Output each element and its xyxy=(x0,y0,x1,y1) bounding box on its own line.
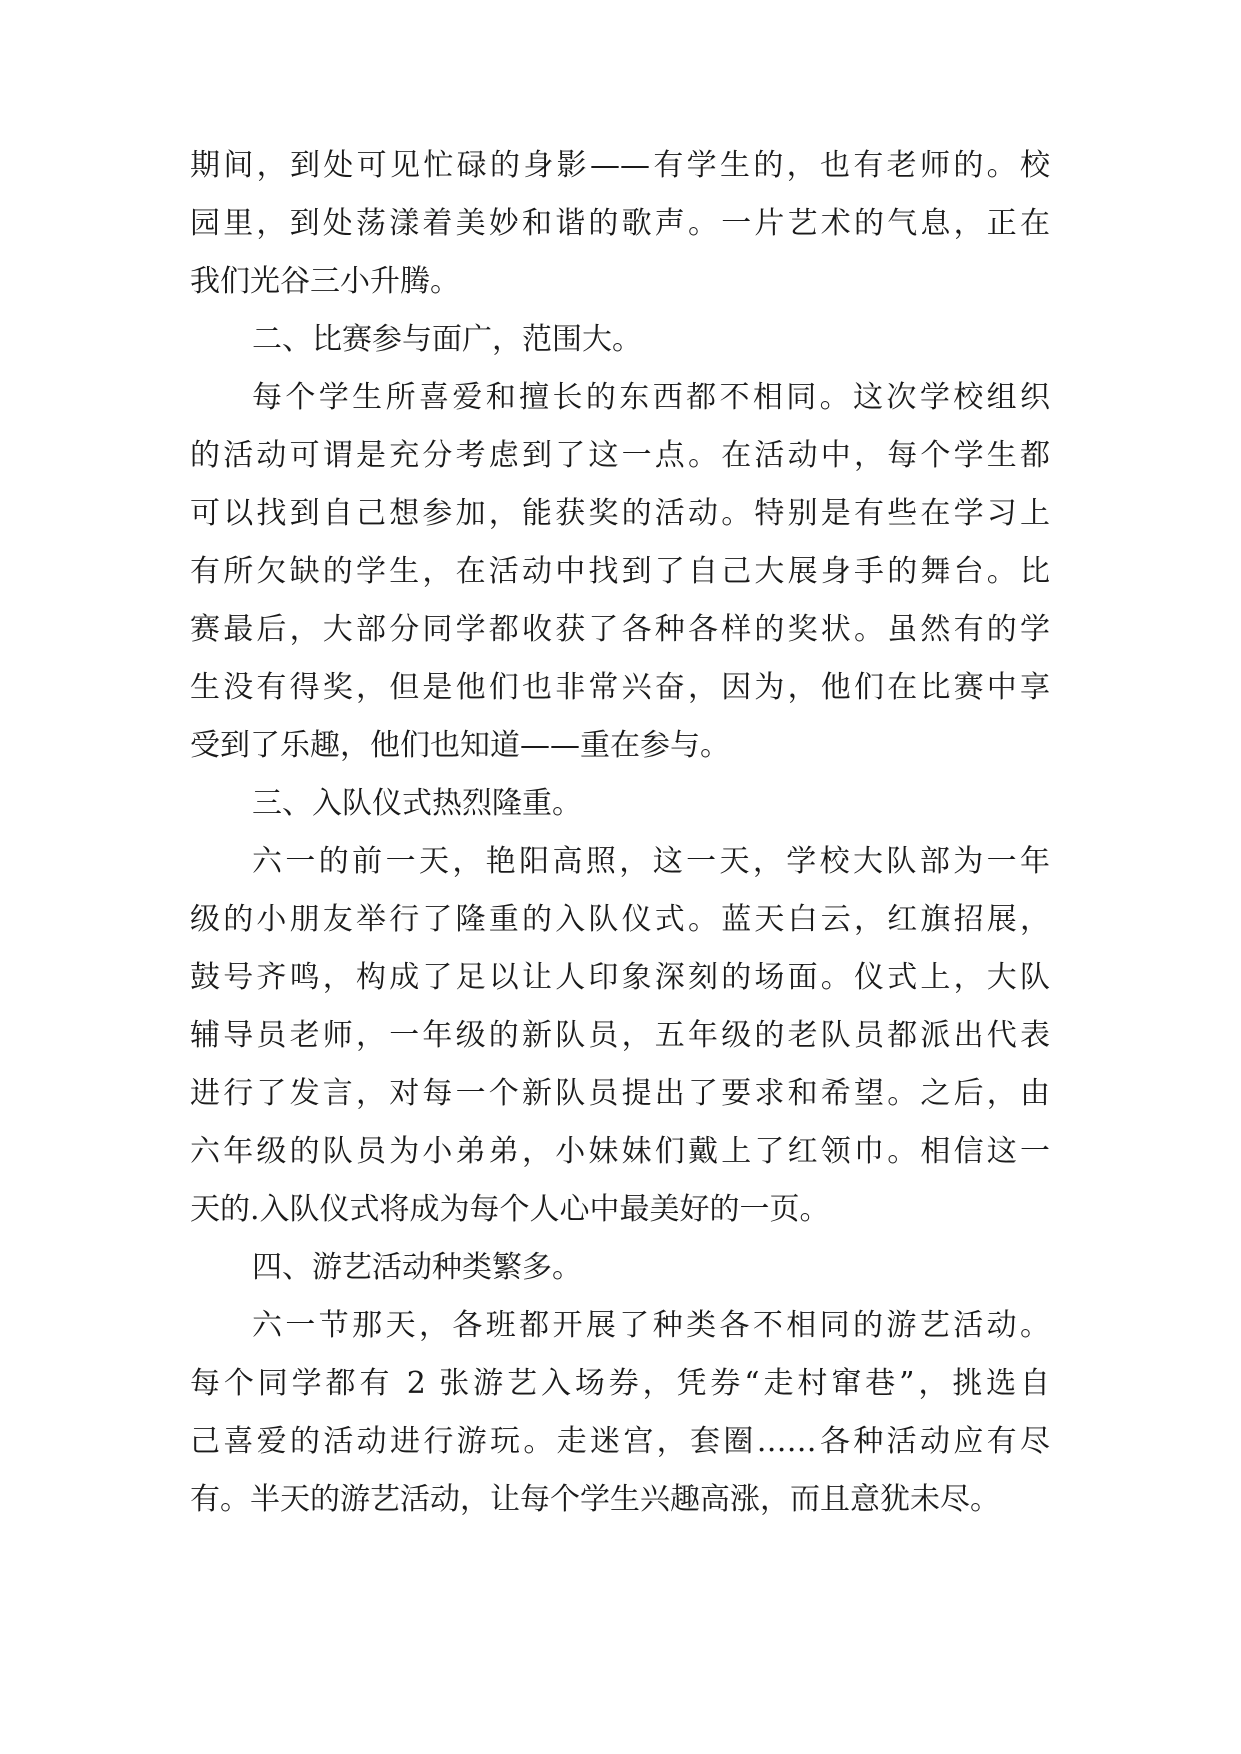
paragraph-line: 六一的前一天，艳阳高照，这一天，学校大队部为一年 xyxy=(252,844,1050,879)
section-heading: 三、入队仪式热烈隆重。 xyxy=(252,786,582,821)
paragraph-line: 级的小朋友举行了隆重的入队仪式。蓝天白云，红旗招展， xyxy=(190,902,1050,937)
paragraph-line: 生没有得奖，但是他们也非常兴奋，因为，他们在比赛中享 xyxy=(190,670,1050,705)
section-heading: 四、游艺活动种类繁多。 xyxy=(252,1250,582,1285)
paragraph-line: 期间，到处可见忙碌的身影——有学生的，也有老师的。校 xyxy=(190,148,1050,183)
paragraph-line: 可以找到自己想参加，能获奖的活动。特别是有些在学习上 xyxy=(190,496,1050,531)
paragraph-line: 己喜爱的活动进行游玩。走迷宫，套圈……各种活动应有尽 xyxy=(190,1424,1050,1459)
paragraph-line: 我们光谷三小升腾。 xyxy=(190,264,460,299)
paragraph-line: 受到了乐趣，他们也知道——重在参与。 xyxy=(190,728,730,763)
paragraph-line: 进行了发言，对每一个新队员提出了要求和希望。之后，由 xyxy=(190,1076,1050,1111)
paragraph-line: 每个学生所喜爱和擅长的东西都不相同。这次学校组织 xyxy=(252,380,1050,415)
paragraph-line: 辅导员老师，一年级的新队员，五年级的老队员都派出代表 xyxy=(190,1018,1050,1053)
paragraph-line: 天的.入队仪式将成为每个人心中最美好的一页。 xyxy=(190,1192,830,1227)
paragraph-line: 有所欠缺的学生，在活动中找到了自己大展身手的舞台。比 xyxy=(190,554,1050,589)
paragraph-line: 六一节那天，各班都开展了种类各不相同的游艺活动。 xyxy=(252,1308,1050,1343)
section-heading: 二、比赛参与面广，范围大。 xyxy=(252,322,642,357)
paragraph-line: 有。半天的游艺活动，让每个学生兴趣高涨，而且意犹未尽。 xyxy=(190,1482,1000,1517)
paragraph-line: 赛最后，大部分同学都收获了各种各样的奖状。虽然有的学 xyxy=(190,612,1050,647)
paragraph-line: 的活动可谓是充分考虑到了这一点。在活动中，每个学生都 xyxy=(190,438,1050,473)
paragraph-line: 鼓号齐鸣，构成了足以让人印象深刻的场面。仪式上，大队 xyxy=(190,960,1050,995)
paragraph-line: 园里，到处荡漾着美妙和谐的歌声。一片艺术的气息，正在 xyxy=(190,206,1050,241)
paragraph-line: 六年级的队员为小弟弟，小妹妹们戴上了红领巾。相信这一 xyxy=(190,1134,1050,1169)
paragraph-line: 每个同学都有 2 张游艺入场券，凭券“走村窜巷”，挑选自 xyxy=(190,1366,1050,1401)
